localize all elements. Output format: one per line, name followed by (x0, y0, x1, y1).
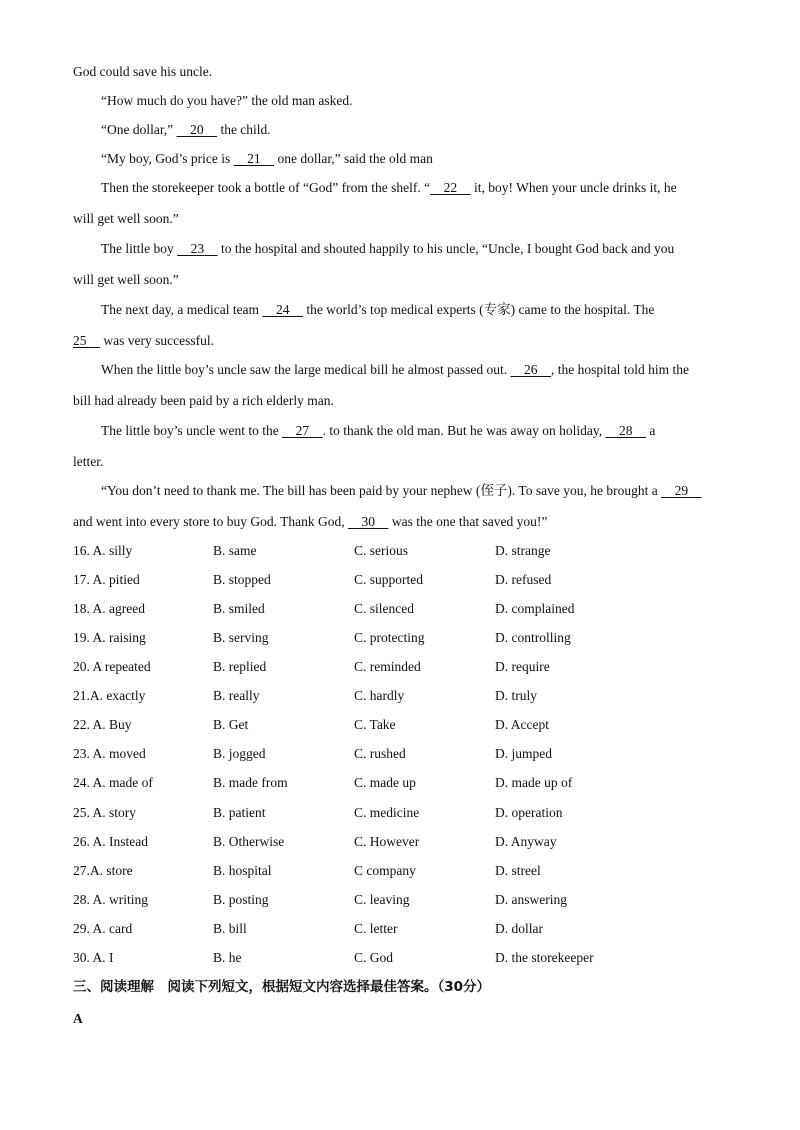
option-choice: D. dollar (495, 920, 543, 936)
option-choice: C. made up (354, 775, 416, 791)
option-choice: 27.A. store (73, 862, 133, 878)
option-row (73, 716, 728, 734)
option-row (73, 804, 728, 822)
option-choice: B. made from (213, 775, 288, 791)
blank-22: 22 (430, 180, 471, 195)
option-choice: C. However (354, 833, 420, 849)
passage-line: Then the storekeeper took a bottle of “God” from the shelf. “ 22 it, boy! When your uncle drinks it, he (101, 180, 677, 195)
option-choice: 16. A. silly (73, 543, 133, 558)
option-choice: D. the storekeeper (495, 949, 594, 965)
option-row (73, 745, 728, 763)
option-choice: C company (354, 862, 416, 878)
passage-line: “One dollar,” 20 the child. (101, 122, 271, 137)
option-row (73, 920, 728, 938)
option-choice: D. controlling (495, 630, 571, 646)
option-choice: 24. A. made of (73, 775, 153, 791)
passage-line: “How much do you have?” the old man asked. (101, 93, 353, 108)
option-row (73, 833, 728, 851)
option-choice: C. supported (354, 572, 423, 587)
option-choice: 26. A. Instead (73, 833, 148, 849)
option-choice: D. strange (495, 543, 551, 558)
passage-line: “You don’t need to thank me. The bill has been paid by your nephew (侄子). To save you, he brought a 29 (101, 483, 702, 498)
option-choice: B. patient (213, 804, 266, 820)
option-row (73, 571, 728, 589)
option-row (73, 600, 728, 618)
option-choice: B. stopped (213, 572, 271, 587)
blank-30: 30 (347, 514, 389, 529)
blank-27: 27 (282, 423, 323, 438)
passage-line: letter. (73, 454, 104, 469)
passage-line: God could save his uncle. (73, 64, 213, 79)
option-choice: D. jumped (495, 746, 552, 762)
passage-line: bill had already been paid by a rich elderly man. (73, 393, 334, 408)
option-choice: B. really (213, 688, 260, 704)
section-heading: 三、阅读理解 阅读下列短文，根据短文内容选择最佳答案。（30分） (73, 979, 491, 995)
blank-21: 21 (233, 151, 275, 166)
option-choice: D. operation (495, 804, 563, 820)
passage-line: will get well soon.” (73, 272, 179, 287)
blank-23: 23 (177, 241, 218, 256)
blank-28: 28 (605, 423, 647, 438)
option-row (73, 687, 728, 705)
option-choice: B. smiled (213, 601, 265, 617)
option-choice: 20. A repeated (73, 659, 151, 675)
option-choice: 22. A. Buy (73, 717, 132, 733)
option-choice: D. made up of (495, 775, 573, 791)
option-choice: D. streel (495, 862, 541, 878)
option-choice: B. hospital (213, 862, 272, 878)
option-choice: B. replied (213, 659, 267, 675)
option-choice: C. reminded (354, 659, 421, 675)
passage-line: and went into every store to buy God. Thank God, 30 was the one that saved you!” (73, 514, 548, 529)
option-choice: B. same (213, 543, 257, 558)
option-choice: D. truly (495, 688, 537, 704)
section-part-label: A (73, 1011, 83, 1026)
option-choice: D. answering (495, 891, 567, 907)
blank-29: 29 (661, 483, 702, 498)
option-choice: 25. A. story (73, 804, 137, 820)
option-choice: C. medicine (354, 804, 420, 820)
blank-20: 20 (176, 122, 218, 137)
option-row (73, 774, 728, 792)
option-choice: 28. A. writing (73, 891, 149, 907)
option-row (73, 949, 728, 967)
option-row (73, 542, 728, 560)
option-choice: D. Anyway (495, 833, 557, 849)
option-choice: 29. A. card (73, 920, 133, 936)
option-choice: B. jogged (213, 746, 266, 762)
option-choice: 23. A. moved (73, 746, 146, 762)
option-choice: B. posting (213, 891, 269, 907)
option-choice: D. refused (495, 572, 552, 587)
option-choice: B. Otherwise (213, 833, 285, 849)
option-choice: D. require (495, 659, 550, 675)
option-choice: C. rushed (354, 746, 406, 762)
option-choice: B. serving (213, 630, 269, 646)
passage-line: The next day, a medical team 24 the world’s top medical experts (专家) came to the hospital. The (101, 302, 655, 317)
option-choice: D. Accept (495, 717, 549, 733)
option-row (73, 629, 728, 647)
option-row (73, 862, 728, 880)
option-choice: 21.A. exactly (73, 688, 146, 704)
passage-line: The little boy 23 to the hospital and shouted happily to his uncle, “Uncle, I bought God back and you (101, 241, 675, 256)
option-row (73, 891, 728, 909)
blank-25: 25 (73, 333, 100, 348)
blank-26: 26 (510, 362, 552, 377)
option-choice: C. serious (354, 543, 408, 558)
passage-line: will get well soon.” (73, 211, 179, 226)
blank-24: 24 (262, 302, 303, 317)
option-choice: D. complained (495, 601, 575, 617)
option-choice: 18. A. agreed (73, 601, 145, 617)
option-choice: C. letter (354, 920, 398, 936)
passage-line: “My boy, God’s price is 21 one dollar,” said the old man (101, 151, 433, 166)
option-choice: 17. A. pitied (73, 572, 140, 587)
option-choice: C. leaving (354, 891, 410, 907)
passage-line: When the little boy’s uncle saw the large medical bill he almost passed out. 26 , the hospital told him the (101, 362, 690, 377)
passage-line: The little boy’s uncle went to the 27 . to thank the old man. But he was away on holiday, 28 a (101, 423, 656, 438)
option-row (73, 658, 728, 676)
option-choice: 19. A. raising (73, 630, 146, 646)
option-choice: C. God (354, 949, 394, 965)
passage-line: 25 was very successful. (73, 333, 214, 348)
option-choice: C. hardly (354, 688, 405, 704)
option-choice: C. protecting (354, 630, 425, 646)
option-choice: 30. A. I (73, 949, 114, 965)
option-choice: B. Get (213, 717, 249, 733)
option-choice: C. Take (354, 717, 396, 733)
option-choice: B. he (213, 949, 242, 965)
option-choice: B. bill (213, 920, 247, 936)
option-choice: C. silenced (354, 601, 414, 617)
